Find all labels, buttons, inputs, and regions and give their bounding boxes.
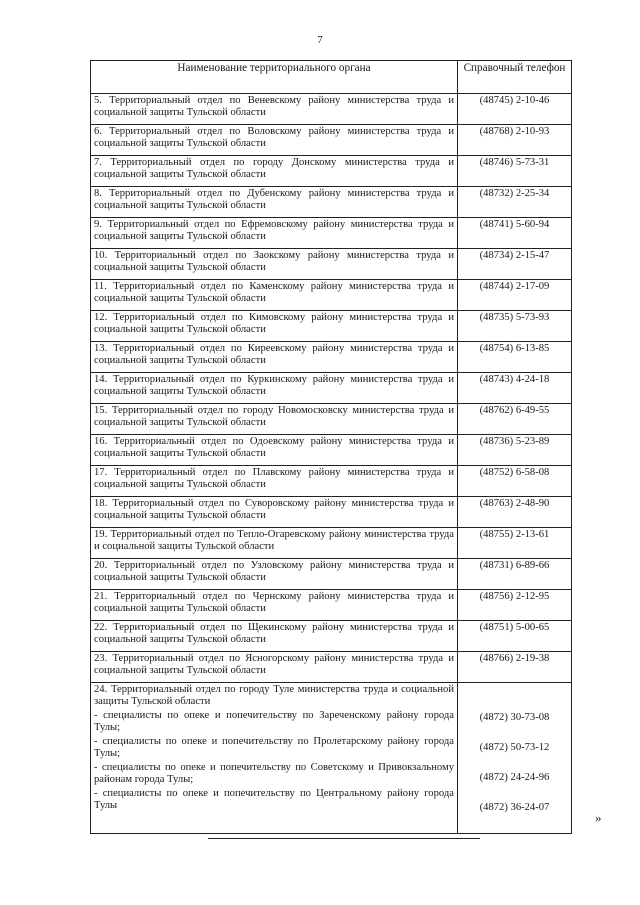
office-name-cell: 7. Территориальный отдел по городу Донскому министерства труда и социальной защиты Тульской области bbox=[91, 156, 458, 187]
office-name-cell: 8. Территориальный отдел по Дубенскому району министерства труда и социальной защиты Тульской области bbox=[91, 187, 458, 218]
table-row bbox=[91, 590, 572, 621]
office-name-cell: 11. Территориальный отдел по Каменскому району министерства труда и социальной защиты Тульской области bbox=[91, 280, 458, 311]
office-phone-cell: (48743) 4-24-18 bbox=[458, 373, 572, 404]
office-name-cell: 13. Территориальный отдел по Киреевскому району министерства труда и социальной защиты Тульской области bbox=[91, 342, 458, 373]
office-phone-cell: (48751) 5-00-65 bbox=[458, 621, 572, 652]
office-name-cell: 5. Территориальный отдел по Веневскому району министерства труда и социальной защиты Тульской области bbox=[91, 94, 458, 125]
table-row bbox=[91, 218, 572, 249]
office-phone-cell: (48768) 2-10-93 bbox=[458, 125, 572, 156]
office-phone-cell: (48763) 2-48-90 bbox=[458, 497, 572, 528]
table-row bbox=[91, 435, 572, 466]
office-name-cell: 22. Территориальный отдел по Щекинскому району министерства труда и социальной защиты Тульской области bbox=[91, 621, 458, 652]
office-name-cell: 20. Территориальный отдел по Узловскому району министерства труда и социальной защиты Тульской области bbox=[91, 559, 458, 590]
office-phone-cell: (48762) 6-49-55 bbox=[458, 404, 572, 435]
table-row bbox=[91, 249, 572, 280]
office-phone-cell: (48732) 2-25-34 bbox=[458, 187, 572, 218]
table-row bbox=[91, 559, 572, 590]
territorial-offices-table bbox=[90, 60, 572, 834]
office-name-cell: 16. Территориальный отдел по Одоевскому району министерства труда и социальной защиты Тульской области bbox=[91, 435, 458, 466]
office-name-cell: 17. Территориальный отдел по Плавскому району министерства труда и социальной защиты Тульской области bbox=[91, 466, 458, 497]
office-phone-cell: (48734) 2-15-47 bbox=[458, 249, 572, 280]
column-header-name: Наименование территориального органа bbox=[91, 61, 458, 94]
tula-item-proletarsky: - специалисты по опеке и попечительству по Пролетарскому району города Тулы; bbox=[94, 736, 454, 759]
office-name-cell: 21. Территориальный отдел по Чернскому району министерства труда и социальной защиты Тульской области bbox=[91, 590, 458, 621]
tula-office-title: 24. Территориальный отдел по городу Туле министерства труда и социальной защиты Тульской области bbox=[94, 684, 454, 707]
closing-quote-mark: » bbox=[595, 810, 602, 825]
office-name-cell: 23. Территориальный отдел по Ясногорскому району министерства труда и социальной защиты Тульской области bbox=[91, 652, 458, 683]
office-name-cell: 14. Территориальный отдел по Куркинскому району министерства труда и социальной защиты Тульской области bbox=[91, 373, 458, 404]
table-row bbox=[91, 125, 572, 156]
table-row bbox=[91, 373, 572, 404]
office-phone-cell: (48755) 2-13-61 bbox=[458, 528, 572, 559]
office-phone-cell: (48736) 5-23-89 bbox=[458, 435, 572, 466]
office-name-cell: 18. Территориальный отдел по Суворовскому району министерства труда и социальной защиты Тульской области bbox=[91, 497, 458, 528]
table-row bbox=[91, 497, 572, 528]
office-name-cell: 19. Территориальный отдел по Тепло-Огаревскому району министерства труда и социальной защиты Тульской области bbox=[91, 528, 458, 559]
office-name-cell: 10. Территориальный отдел по Заокскому району министерства труда и социальной защиты Тульской области bbox=[91, 249, 458, 280]
tula-phone-proletarsky: (4872) 50-73-12 bbox=[479, 742, 550, 753]
tula-office-cell bbox=[91, 683, 458, 834]
tula-phone-zarechensky: (4872) 30-73-08 bbox=[479, 712, 550, 723]
table-row bbox=[91, 94, 572, 125]
office-name-cell: 15. Территориальный отдел по городу Новомосковску министерства труда и социальной защиты Тульской области bbox=[91, 404, 458, 435]
office-phone-cell: (48766) 2-19-38 bbox=[458, 652, 572, 683]
table-row bbox=[91, 342, 572, 373]
tula-phone-centralny: (4872) 36-24-07 bbox=[479, 802, 550, 813]
office-name-cell: 12. Территориальный отдел по Кимовскому району министерства труда и социальной защиты Тульской области bbox=[91, 311, 458, 342]
tula-item-centralny: - специалисты по опеке и попечительству по Центральному району города Тулы bbox=[94, 788, 454, 811]
table-row bbox=[91, 466, 572, 497]
office-phone-cell: (48744) 2-17-09 bbox=[458, 280, 572, 311]
office-phone-cell: (48746) 5-73-31 bbox=[458, 156, 572, 187]
office-phone-cell: (48741) 5-60-94 bbox=[458, 218, 572, 249]
office-phone-cell: (48735) 5-73-93 bbox=[458, 311, 572, 342]
table-row bbox=[91, 311, 572, 342]
office-phone-cell: (48754) 6-13-85 bbox=[458, 342, 572, 373]
table-row-tula bbox=[91, 683, 572, 834]
table-body bbox=[91, 94, 572, 834]
bottom-divider bbox=[208, 838, 480, 839]
tula-phone-sovetsky: (4872) 24-24-96 bbox=[479, 772, 550, 783]
office-phone-cell: (48756) 2-12-95 bbox=[458, 590, 572, 621]
page-number: 7 bbox=[317, 34, 323, 46]
tula-item-zarechensky: - специалисты по опеке и попечительству по Зареченскому району города Тулы; bbox=[94, 710, 454, 733]
table-row bbox=[91, 156, 572, 187]
tula-item-sovetsky: - специалисты по опеке и попечительству по Советскому и Привокзальному районам города Тулы; bbox=[94, 762, 454, 785]
tula-phones-cell bbox=[458, 683, 572, 834]
office-phone-cell: (48752) 6-58-08 bbox=[458, 466, 572, 497]
office-name-cell: 6. Территориальный отдел по Воловскому району министерства труда и социальной защиты Тульской области bbox=[91, 125, 458, 156]
table-row bbox=[91, 528, 572, 559]
office-phone-cell: (48745) 2-10-46 bbox=[458, 94, 572, 125]
table-row bbox=[91, 621, 572, 652]
table-row bbox=[91, 404, 572, 435]
table-header-row bbox=[91, 61, 572, 94]
office-name-cell: 9. Территориальный отдел по Ефремовскому району министерства труда и социальной защиты Тульской области bbox=[91, 218, 458, 249]
table-row bbox=[91, 652, 572, 683]
table-row bbox=[91, 187, 572, 218]
table-row bbox=[91, 280, 572, 311]
column-header-phone: Справочный телефон bbox=[458, 61, 572, 94]
office-phone-cell: (48731) 6-89-66 bbox=[458, 559, 572, 590]
